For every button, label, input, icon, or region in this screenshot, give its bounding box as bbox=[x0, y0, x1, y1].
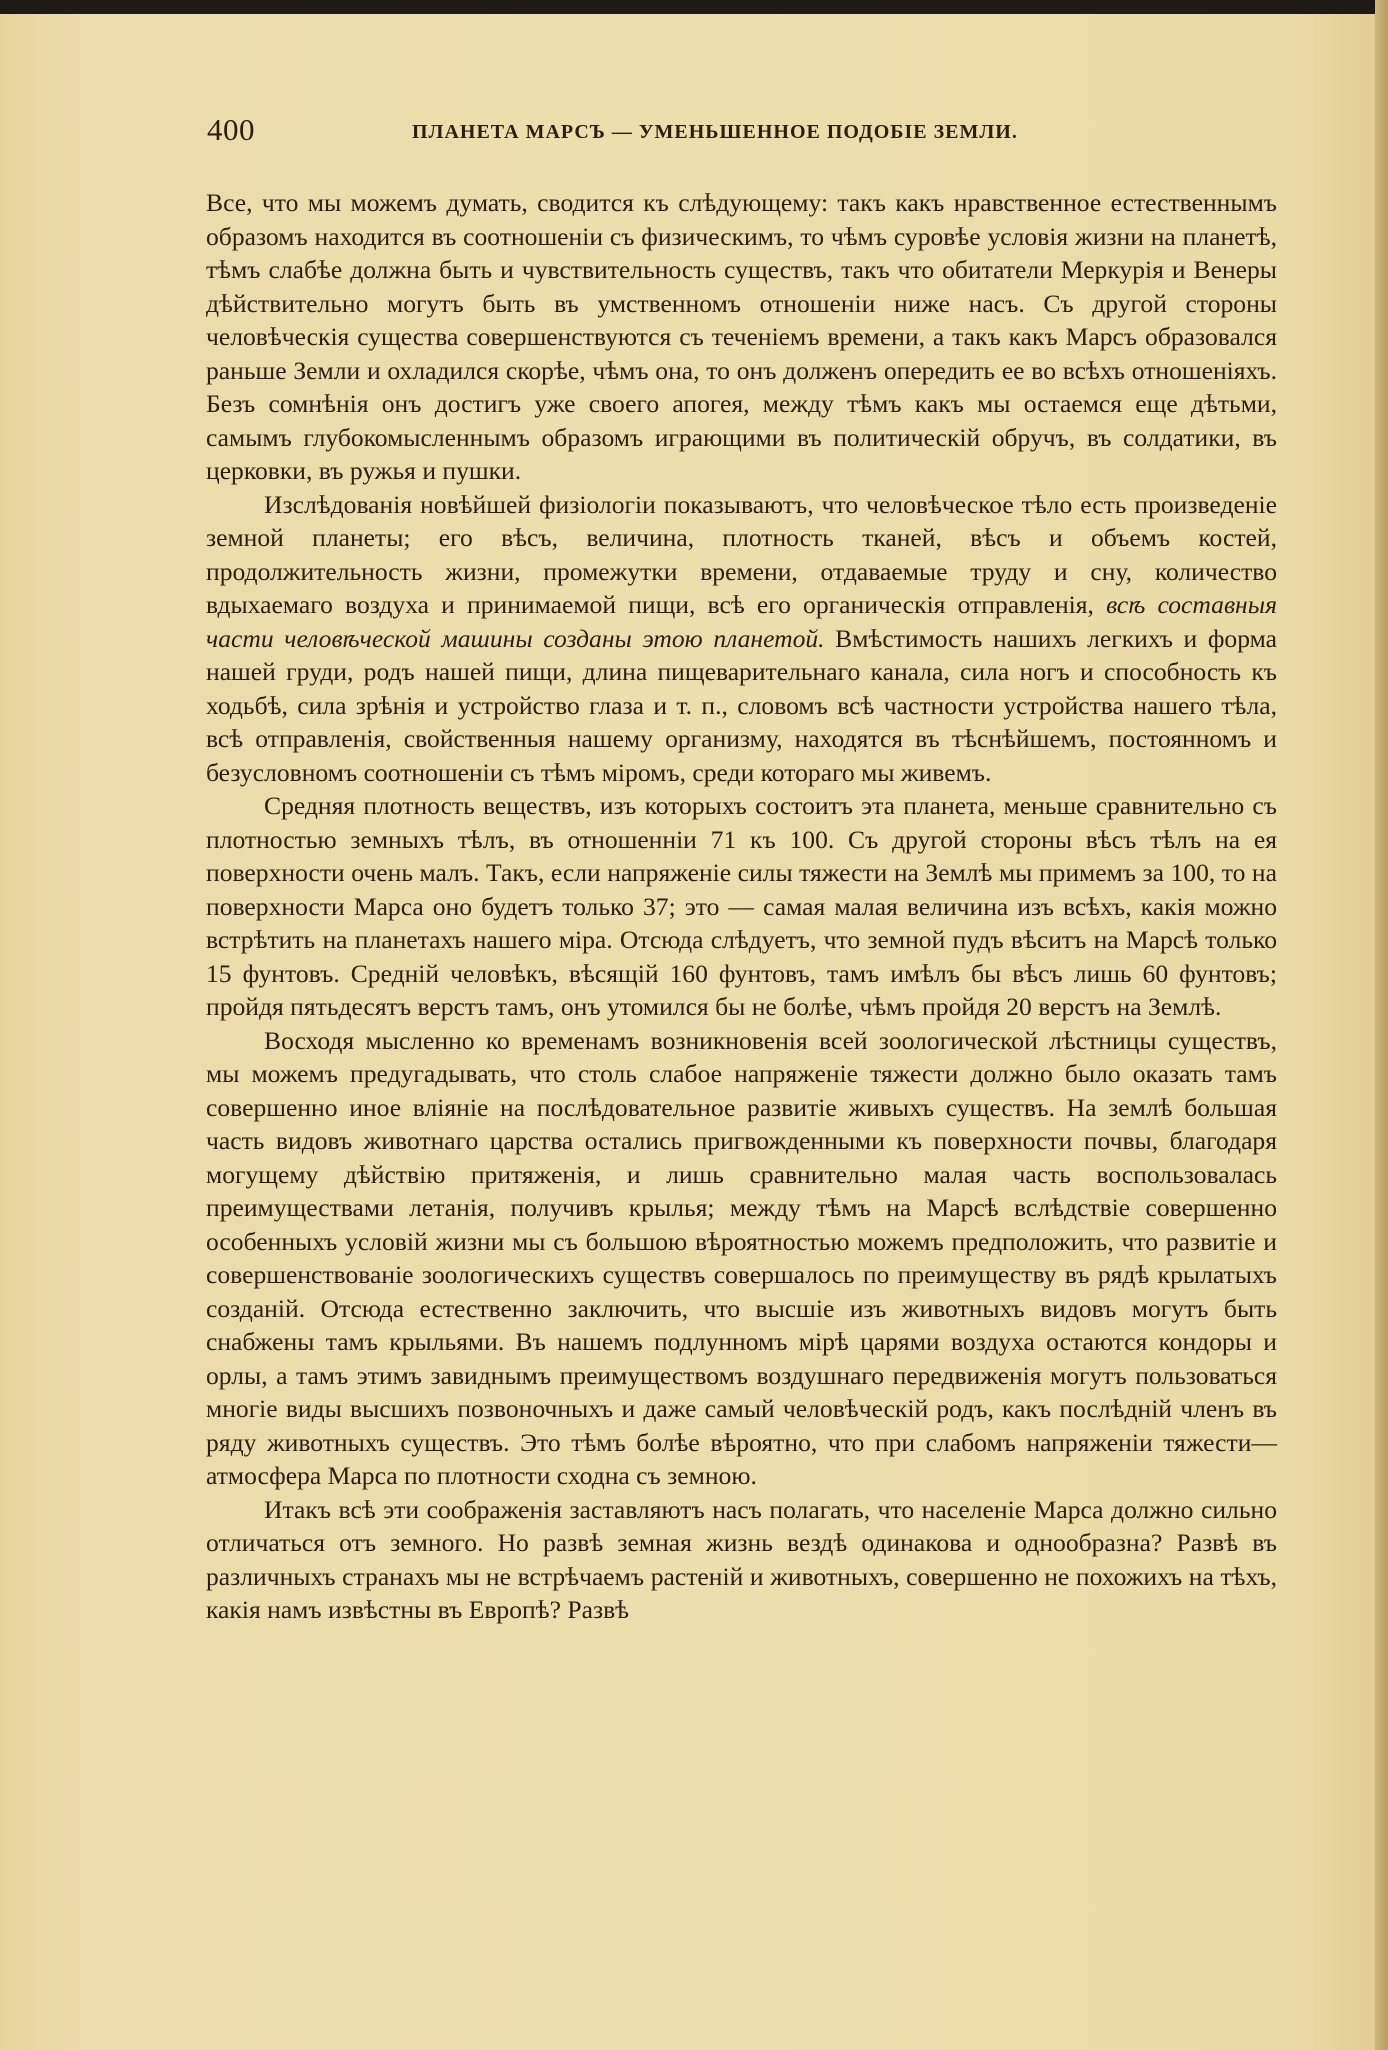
paragraph-2-start: Изслѣдованія новѣйшей физіологіи показываютъ, что человѣческое тѣло есть произведеніе земной планеты; его вѣсъ, величина, плотность тканей, вѣсъ и объемъ костей, продолжительность жизни, промежутки времени, отдаваемые труду и сну, количество вдыхаемаго воздуха и принимаемой пищи, всѣ его органическія отправленія, bbox=[206, 489, 1277, 619]
page-header bbox=[207, 112, 1277, 152]
paragraph-3: Средняя плотность веществъ, изъ которыхъ состоитъ эта планета, меньше сравнительно съ плотностью земныхъ тѣлъ, въ отношенніи 71 къ 100. Съ другой стороны вѣсъ тѣлъ на ея поверхности очень малъ. Такъ, если напряженіе силы тяжести на Землѣ мы примемъ за 100, то на поверхности Марса оно будетъ только 37; это — самая малая величина изъ всѣхъ, какія можно встрѣтить на планетахъ нашего міра. Отсюда слѣдуетъ, что земной пудъ вѣситъ на Марсѣ только 15 фунтовъ. Средній человѣкъ, вѣсящій 160 фунтовъ, тамъ имѣлъ бы вѣсъ лишь 60 фунтовъ; пройдя пятьдесятъ верстъ тамъ, онъ утомился бы не болѣе, чѣмъ пройдя 20 верстъ на Землѣ. bbox=[206, 791, 1277, 1021]
scan-top-border bbox=[0, 0, 1388, 14]
running-title: ПЛАНЕТА МАРСЪ — УМЕНЬШЕННОЕ ПОДОБІЕ ЗЕМЛИ. bbox=[412, 121, 1018, 143]
paragraph-2 bbox=[206, 488, 1277, 790]
scan-right-edge bbox=[1375, 0, 1388, 2050]
paragraph-4: Восходя мысленно ко временамъ возникновенія всей зоологической лѣстницы существъ, мы можемъ предугадывать, что столь слабое напряженіе тяжести должно было оказать тамъ совершенно иное вліяніе на послѣдовательное развитіе живыхъ существъ. На землѣ большая часть видовъ животнаго царства остались пригвожденными къ поверхности почвы, благодаря могущему дѣйствію притяженія, и лишь сравнительно малая часть воспользовалась преимуществами летанія, получивъ крылья; между тѣмъ на Марсѣ вслѣдствіе совершенно особенныхъ условій жизни мы съ большою вѣроятностью можемъ предположить, что развитіе и совершенствованіе зоологическихъ существъ совершалось по преимуществу въ рядѣ крылатыхъ созданій. Отсюда естественно заключить, что высшіе изъ животныхъ видовъ могутъ быть снабжены тамъ крыльями. Въ нашемъ подлунномъ мірѣ царями воздуха остаются кондоры и орлы, а тамъ этимъ завиднымъ преимуществомъ воздушнаго передвиженія могутъ пользоваться многіе виды высшихъ позвоночныхъ и даже самый человѣческій родъ, какъ послѣдній членъ въ ряду животныхъ существъ. Это тѣмъ болѣе вѣроятно, что при слабомъ напряженіи тяжести—атмосфера Марса по плотности сходна съ земною. bbox=[206, 1025, 1277, 1490]
paragraph-2-italic: всѣ составныя части человѣческой машины созданы этою планетой. bbox=[206, 590, 1277, 653]
paragraph-2-end: Вмѣстимость нашихъ легкихъ и форма нашей груди, родъ нашей пищи, длина пищеварительнаго канала, сила ногъ и способность къ ходьбѣ, сила зрѣнія и устройство глаза и т. п., словомъ всѣ частности устройства нашего тѣла, всѣ отправленія, свойственныя нашему организму, находятся въ тѣснѣйшемъ, постоянномъ и безусловномъ соотношеніи съ тѣмъ міромъ, среди котораго мы живемъ. bbox=[206, 623, 1277, 787]
paragraph-1: Все, что мы можемъ думать, сводится къ слѣдующему: такъ какъ нравственное естественнымъ образомъ находится въ соотношеніи съ физическимъ, то чѣмъ суровѣе условія жизни на планетѣ, тѣмъ слабѣе должна быть и чувствительность существъ, такъ что обитатели Меркурія и Венеры дѣйствительно могутъ быть въ умственномъ отношеніи ниже насъ. Съ другой стороны человѣческія существа совершенствуются съ теченіемъ времени, а такъ какъ Марсъ образовался раньше Земли и охладился скорѣе, чѣмъ она, то онъ долженъ опередить ее во всѣхъ отношеніяхъ. Безъ сомнѣнія онъ достигъ уже своего апогея, между тѣмъ какъ мы остаемся еще дѣтьми, самымъ глубокомысленнымъ образомъ играющими въ политическій обручъ, въ солдатики, въ церковки, въ ружья и пушки. bbox=[206, 188, 1277, 485]
page-number: 400 bbox=[207, 112, 255, 147]
paragraph-5: Итакъ всѣ эти соображенія заставляютъ насъ полагать, что населеніе Марса должно сильно отличаться отъ земного. Но развѣ земная жизнь вездѣ одинакова и однообразна? Развѣ въ различныхъ странахъ мы не встрѣчаемъ растеній и животныхъ, совершенно не похожихъ на тѣхъ, какія намъ извѣстны въ Европѣ? Развѣ bbox=[206, 1494, 1277, 1624]
body-text bbox=[206, 186, 1277, 1627]
